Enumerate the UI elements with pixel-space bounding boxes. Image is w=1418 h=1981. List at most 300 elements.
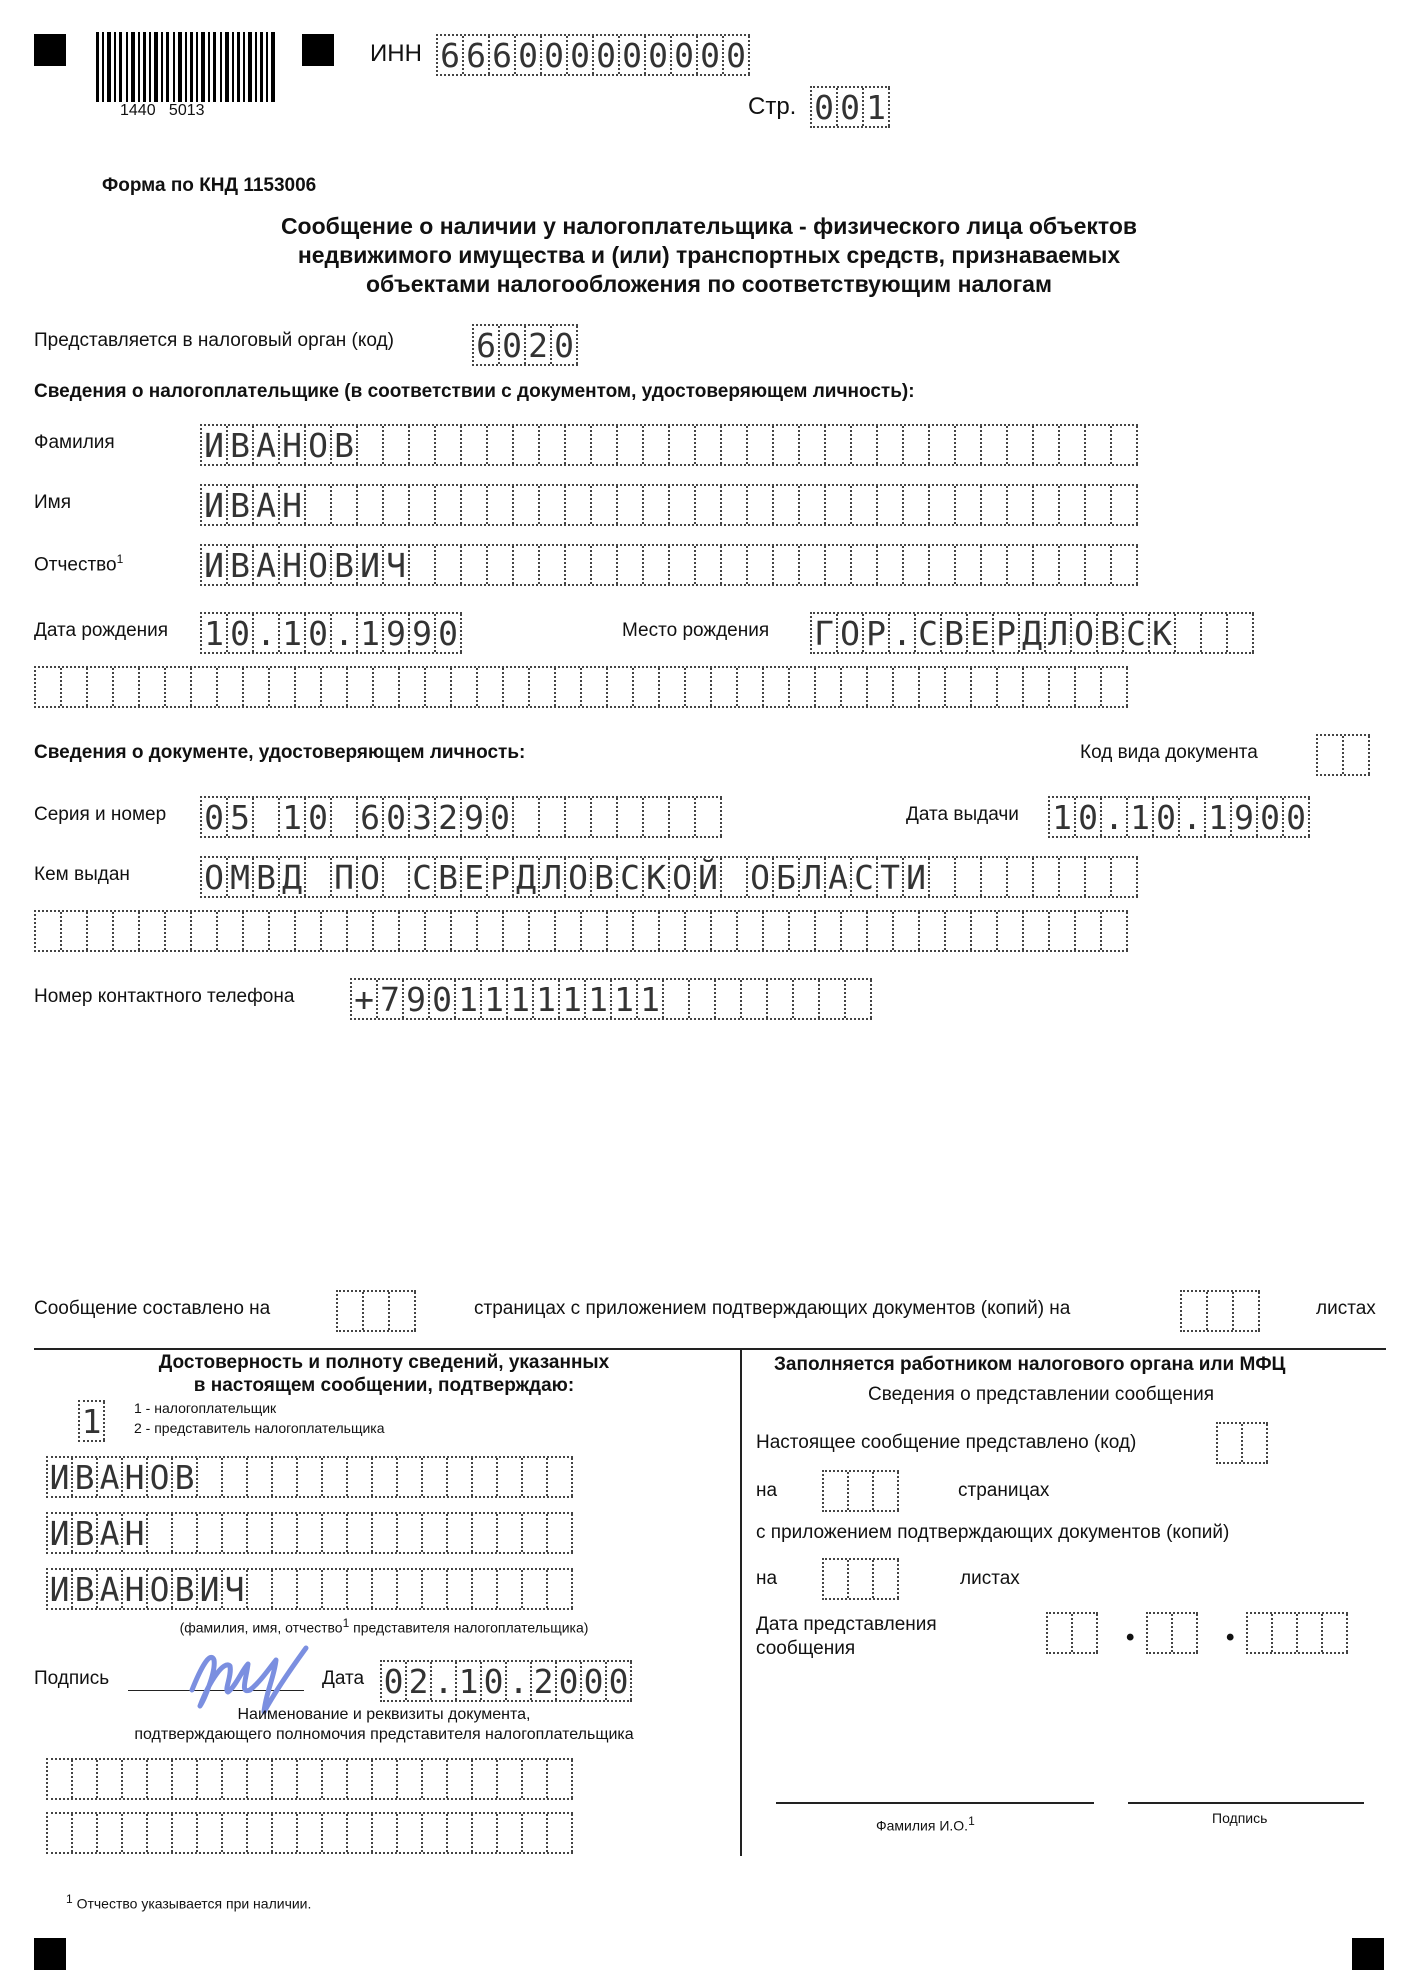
char-cell[interactable]: [982, 858, 1008, 896]
char-cell[interactable]: [868, 668, 894, 706]
char-cell[interactable]: [1112, 426, 1138, 464]
char-cell[interactable]: [566, 798, 592, 836]
birth-place-cells-1[interactable]: [810, 612, 1254, 654]
char-cell[interactable]: [1148, 1614, 1173, 1652]
char-cell[interactable]: [248, 1458, 273, 1496]
char-cell[interactable]: [1034, 858, 1060, 896]
char-cell[interactable]: 0: [228, 614, 254, 652]
char-cell[interactable]: 3: [410, 798, 436, 836]
char-cell[interactable]: 9: [404, 980, 430, 1018]
char-cell[interactable]: А: [98, 1570, 123, 1608]
char-cell[interactable]: [738, 668, 764, 706]
char-cell[interactable]: [982, 546, 1008, 584]
char-cell[interactable]: [556, 668, 582, 706]
char-cell[interactable]: [868, 912, 894, 950]
char-cell[interactable]: Р: [994, 614, 1020, 652]
char-cell[interactable]: [904, 546, 930, 584]
char-cell[interactable]: А: [98, 1514, 123, 1552]
char-cell[interactable]: [582, 912, 608, 950]
char-cell[interactable]: [664, 980, 690, 1018]
char-cell[interactable]: Д: [1020, 614, 1046, 652]
char-cell[interactable]: [273, 1514, 298, 1552]
char-cell[interactable]: [373, 1814, 398, 1852]
char-cell[interactable]: .: [332, 614, 358, 652]
char-cell[interactable]: [946, 912, 972, 950]
char-cell[interactable]: [398, 1814, 423, 1852]
char-cell[interactable]: [248, 1570, 273, 1608]
char-cell[interactable]: [273, 1458, 298, 1496]
char-cell[interactable]: [566, 426, 592, 464]
char-cell[interactable]: 1: [457, 1662, 482, 1700]
char-cell[interactable]: В: [73, 1514, 98, 1552]
char-cell[interactable]: [348, 1570, 373, 1608]
char-cell[interactable]: [540, 546, 566, 584]
char-cell[interactable]: [306, 486, 332, 524]
char-cell[interactable]: [618, 426, 644, 464]
char-cell[interactable]: [358, 426, 384, 464]
char-cell[interactable]: Н: [123, 1458, 148, 1496]
char-cell[interactable]: [148, 1760, 173, 1798]
char-cell[interactable]: [946, 668, 972, 706]
char-cell[interactable]: [192, 668, 218, 706]
char-cell[interactable]: И: [202, 426, 228, 464]
char-cell[interactable]: [1073, 1614, 1098, 1652]
char-cell[interactable]: [742, 980, 768, 1018]
char-cell[interactable]: [878, 546, 904, 584]
char-cell[interactable]: [1102, 668, 1128, 706]
office-pages-cells[interactable]: [822, 1470, 899, 1512]
char-cell[interactable]: [878, 426, 904, 464]
char-cell[interactable]: 1: [1128, 798, 1154, 836]
char-cell[interactable]: И: [202, 546, 228, 584]
char-cell[interactable]: [114, 668, 140, 706]
char-cell[interactable]: [473, 1570, 498, 1608]
char-cell[interactable]: [504, 668, 530, 706]
char-cell[interactable]: Р: [864, 614, 890, 652]
char-cell[interactable]: [88, 912, 114, 950]
char-cell[interactable]: О: [306, 426, 332, 464]
char-cell[interactable]: [566, 486, 592, 524]
char-cell[interactable]: [608, 912, 634, 950]
char-cell[interactable]: [423, 1814, 448, 1852]
char-cell[interactable]: [790, 912, 816, 950]
sheets-count-cells[interactable]: [1180, 1290, 1260, 1332]
surname-cells[interactable]: [200, 424, 1138, 466]
char-cell[interactable]: К: [1150, 614, 1176, 652]
confirm-name-cells[interactable]: [46, 1512, 573, 1554]
char-cell[interactable]: П: [332, 858, 358, 896]
char-cell[interactable]: [223, 1760, 248, 1798]
char-cell[interactable]: [722, 486, 748, 524]
char-cell[interactable]: [448, 1514, 473, 1552]
char-cell[interactable]: [114, 912, 140, 950]
tax-office-cells[interactable]: [472, 324, 578, 366]
char-cell[interactable]: [62, 912, 88, 950]
char-cell[interactable]: И: [48, 1458, 73, 1496]
char-cell[interactable]: [894, 668, 920, 706]
char-cell[interactable]: [540, 486, 566, 524]
char-cell[interactable]: [514, 486, 540, 524]
char-cell[interactable]: [398, 1570, 423, 1608]
char-cell[interactable]: [473, 1514, 498, 1552]
char-cell[interactable]: 0: [382, 1662, 407, 1700]
char-cell[interactable]: [390, 1292, 416, 1330]
char-cell[interactable]: [514, 798, 540, 836]
char-cell[interactable]: [498, 1760, 523, 1798]
char-cell[interactable]: [768, 980, 794, 1018]
char-cell[interactable]: В: [228, 546, 254, 584]
char-cell[interactable]: В: [173, 1458, 198, 1496]
char-cell[interactable]: [270, 668, 296, 706]
char-cell[interactable]: [1176, 614, 1202, 652]
char-cell[interactable]: Л: [540, 858, 566, 896]
char-cell[interactable]: [452, 668, 478, 706]
char-cell[interactable]: Д: [280, 858, 306, 896]
char-cell[interactable]: [62, 668, 88, 706]
char-cell[interactable]: [696, 486, 722, 524]
char-cell[interactable]: [1034, 486, 1060, 524]
char-cell[interactable]: [998, 912, 1024, 950]
char-cell[interactable]: К: [644, 858, 670, 896]
char-cell[interactable]: Б: [774, 858, 800, 896]
char-cell[interactable]: Ч: [223, 1570, 248, 1608]
char-cell[interactable]: 0: [384, 798, 410, 836]
char-cell[interactable]: [874, 1472, 899, 1510]
char-cell[interactable]: 1: [1206, 798, 1232, 836]
char-cell[interactable]: [498, 1814, 523, 1852]
char-cell[interactable]: 9: [384, 614, 410, 652]
char-cell[interactable]: [790, 668, 816, 706]
char-cell[interactable]: [582, 668, 608, 706]
char-cell[interactable]: [1008, 546, 1034, 584]
char-cell[interactable]: Д: [514, 858, 540, 896]
char-cell[interactable]: В: [228, 426, 254, 464]
char-cell[interactable]: В: [173, 1570, 198, 1608]
char-cell[interactable]: [322, 668, 348, 706]
char-cell[interactable]: 0: [1258, 798, 1284, 836]
char-cell[interactable]: [273, 1760, 298, 1798]
char-cell[interactable]: 0: [306, 614, 332, 652]
char-cell[interactable]: [223, 1814, 248, 1852]
char-cell[interactable]: [716, 980, 742, 1018]
char-cell[interactable]: О: [148, 1570, 173, 1608]
char-cell[interactable]: [473, 1814, 498, 1852]
char-cell[interactable]: [1050, 668, 1076, 706]
char-cell[interactable]: [540, 426, 566, 464]
char-cell[interactable]: [348, 912, 374, 950]
char-cell[interactable]: [348, 1760, 373, 1798]
char-cell[interactable]: [48, 1814, 73, 1852]
char-cell[interactable]: [198, 1760, 223, 1798]
birth-place-cells-2[interactable]: [34, 666, 1128, 708]
char-cell[interactable]: 1: [612, 980, 638, 1018]
char-cell[interactable]: [248, 1514, 273, 1552]
char-cell[interactable]: [1024, 668, 1050, 706]
char-cell[interactable]: [660, 912, 686, 950]
char-cell[interactable]: [332, 486, 358, 524]
char-cell[interactable]: 2: [532, 1662, 557, 1700]
char-cell[interactable]: О: [566, 858, 592, 896]
char-cell[interactable]: [523, 1570, 548, 1608]
char-cell[interactable]: [592, 798, 618, 836]
char-cell[interactable]: В: [332, 546, 358, 584]
char-cell[interactable]: Е: [968, 614, 994, 652]
char-cell[interactable]: [1182, 1292, 1208, 1330]
char-cell[interactable]: [436, 486, 462, 524]
char-cell[interactable]: [1076, 912, 1102, 950]
char-cell[interactable]: [530, 668, 556, 706]
char-cell[interactable]: [748, 546, 774, 584]
char-cell[interactable]: О: [670, 858, 696, 896]
name-cells[interactable]: [200, 484, 1138, 526]
char-cell[interactable]: [173, 1760, 198, 1798]
char-cell[interactable]: [140, 912, 166, 950]
char-cell[interactable]: [1086, 486, 1112, 524]
char-cell[interactable]: [1243, 1424, 1268, 1462]
char-cell[interactable]: [473, 1760, 498, 1798]
char-cell[interactable]: [373, 1514, 398, 1552]
char-cell[interactable]: [982, 486, 1008, 524]
char-cell[interactable]: [800, 546, 826, 584]
char-cell[interactable]: [774, 486, 800, 524]
confirm-patronymic-cells[interactable]: [46, 1568, 573, 1610]
char-cell[interactable]: [323, 1570, 348, 1608]
char-cell[interactable]: [423, 1514, 448, 1552]
char-cell[interactable]: [548, 1814, 573, 1852]
char-cell[interactable]: [670, 546, 696, 584]
char-cell[interactable]: [273, 1570, 298, 1608]
char-cell[interactable]: [323, 1514, 348, 1552]
char-cell[interactable]: [712, 912, 738, 950]
char-cell[interactable]: [462, 486, 488, 524]
char-cell[interactable]: [930, 486, 956, 524]
char-cell[interactable]: [1102, 912, 1128, 950]
char-cell[interactable]: [400, 912, 426, 950]
char-cell[interactable]: [644, 486, 670, 524]
char-cell[interactable]: Н: [280, 486, 306, 524]
char-cell[interactable]: [478, 668, 504, 706]
char-cell[interactable]: [608, 668, 634, 706]
char-cell[interactable]: [592, 486, 618, 524]
char-cell[interactable]: [1248, 1614, 1273, 1652]
char-cell[interactable]: 1: [1050, 798, 1076, 836]
char-cell[interactable]: [373, 1570, 398, 1608]
office-date-year-cells[interactable]: [1246, 1612, 1348, 1654]
char-cell[interactable]: 0: [436, 614, 462, 652]
char-cell[interactable]: [842, 912, 868, 950]
char-cell[interactable]: [592, 426, 618, 464]
char-cell[interactable]: [398, 1760, 423, 1798]
char-cell[interactable]: [738, 912, 764, 950]
char-cell[interactable]: [852, 426, 878, 464]
char-cell[interactable]: [548, 1514, 573, 1552]
char-cell[interactable]: [98, 1814, 123, 1852]
char-cell[interactable]: [800, 486, 826, 524]
char-cell[interactable]: [423, 1458, 448, 1496]
char-cell[interactable]: [423, 1760, 448, 1798]
birth-date-cells[interactable]: [200, 612, 462, 654]
char-cell[interactable]: [1228, 614, 1254, 652]
char-cell[interactable]: [1060, 486, 1086, 524]
series-cells[interactable]: [200, 796, 722, 838]
char-cell[interactable]: [644, 546, 670, 584]
char-cell[interactable]: .: [1102, 798, 1128, 836]
char-cell[interactable]: В: [1098, 614, 1124, 652]
char-cell[interactable]: [198, 1458, 223, 1496]
char-cell[interactable]: 0: [306, 798, 332, 836]
char-cell[interactable]: [48, 1760, 73, 1798]
char-cell[interactable]: [1060, 858, 1086, 896]
char-cell[interactable]: [849, 1472, 874, 1510]
char-cell[interactable]: [296, 668, 322, 706]
char-cell[interactable]: [696, 798, 722, 836]
char-cell[interactable]: [852, 546, 878, 584]
char-cell[interactable]: [956, 858, 982, 896]
phone-cells[interactable]: [350, 978, 872, 1020]
char-cell[interactable]: А: [826, 858, 852, 896]
char-cell[interactable]: [686, 668, 712, 706]
char-cell[interactable]: [618, 798, 644, 836]
authority-doc-cells-1[interactable]: [46, 1758, 573, 1800]
confirm-type-cell[interactable]: [78, 1400, 105, 1442]
char-cell[interactable]: В: [73, 1458, 98, 1496]
char-cell[interactable]: 1: [586, 980, 612, 1018]
char-cell[interactable]: [166, 668, 192, 706]
char-cell[interactable]: [192, 912, 218, 950]
char-cell[interactable]: [842, 668, 868, 706]
char-cell[interactable]: [998, 668, 1024, 706]
char-cell[interactable]: 0: [582, 1662, 607, 1700]
char-cell[interactable]: [198, 1514, 223, 1552]
char-cell[interactable]: [338, 1292, 364, 1330]
char-cell[interactable]: О: [202, 858, 228, 896]
char-cell[interactable]: 1: [456, 980, 482, 1018]
char-cell[interactable]: 2: [526, 326, 552, 364]
char-cell[interactable]: [498, 1514, 523, 1552]
char-cell[interactable]: [488, 546, 514, 584]
char-cell[interactable]: 1: [560, 980, 586, 1018]
char-cell[interactable]: [800, 426, 826, 464]
char-cell[interactable]: [348, 1514, 373, 1552]
char-cell[interactable]: 2: [407, 1662, 432, 1700]
char-cell[interactable]: [148, 1814, 173, 1852]
char-cell[interactable]: А: [254, 546, 280, 584]
char-cell[interactable]: [548, 1760, 573, 1798]
char-cell[interactable]: 9: [410, 614, 436, 652]
char-cell[interactable]: В: [228, 486, 254, 524]
char-cell[interactable]: [514, 426, 540, 464]
char-cell[interactable]: М: [228, 858, 254, 896]
char-cell[interactable]: [373, 1760, 398, 1798]
char-cell[interactable]: [488, 426, 514, 464]
char-cell[interactable]: [1008, 426, 1034, 464]
char-cell[interactable]: [1034, 546, 1060, 584]
char-cell[interactable]: [820, 980, 846, 1018]
char-cell[interactable]: [332, 798, 358, 836]
char-cell[interactable]: [374, 912, 400, 950]
char-cell[interactable]: [930, 858, 956, 896]
char-cell[interactable]: [826, 426, 852, 464]
char-cell[interactable]: [436, 426, 462, 464]
char-cell[interactable]: [73, 1760, 98, 1798]
char-cell[interactable]: [398, 1458, 423, 1496]
char-cell[interactable]: [448, 1570, 473, 1608]
char-cell[interactable]: [644, 426, 670, 464]
char-cell[interactable]: [198, 1814, 223, 1852]
char-cell[interactable]: [504, 912, 530, 950]
char-cell[interactable]: [462, 546, 488, 584]
char-cell[interactable]: [218, 912, 244, 950]
char-cell[interactable]: [1208, 1292, 1234, 1330]
char-cell[interactable]: [254, 798, 280, 836]
char-cell[interactable]: [448, 1458, 473, 1496]
char-cell[interactable]: О: [838, 614, 864, 652]
char-cell[interactable]: [982, 426, 1008, 464]
char-cell[interactable]: [824, 1472, 849, 1510]
char-cell[interactable]: 5: [228, 798, 254, 836]
char-cell[interactable]: [358, 486, 384, 524]
char-cell[interactable]: В: [254, 858, 280, 896]
char-cell[interactable]: [473, 1458, 498, 1496]
char-cell[interactable]: 1: [202, 614, 228, 652]
char-cell[interactable]: [1234, 1292, 1260, 1330]
char-cell[interactable]: 1: [638, 980, 664, 1018]
char-cell[interactable]: [972, 668, 998, 706]
char-cell[interactable]: В: [942, 614, 968, 652]
char-cell[interactable]: [956, 546, 982, 584]
char-cell[interactable]: [660, 668, 686, 706]
authority-doc-cells-2[interactable]: [46, 1812, 573, 1854]
char-cell[interactable]: [400, 668, 426, 706]
char-cell[interactable]: [540, 798, 566, 836]
char-cell[interactable]: [374, 668, 400, 706]
char-cell[interactable]: [1112, 486, 1138, 524]
patronymic-cells[interactable]: [200, 544, 1138, 586]
char-cell[interactable]: [1024, 912, 1050, 950]
char-cell[interactable]: Н: [280, 426, 306, 464]
char-cell[interactable]: Л: [1046, 614, 1072, 652]
char-cell[interactable]: А: [254, 486, 280, 524]
char-cell[interactable]: [410, 546, 436, 584]
char-cell[interactable]: [1298, 1614, 1323, 1652]
char-cell[interactable]: [523, 1814, 548, 1852]
char-cell[interactable]: [88, 668, 114, 706]
confirm-surname-cells[interactable]: [46, 1456, 573, 1498]
char-cell[interactable]: [930, 426, 956, 464]
char-cell[interactable]: [248, 1814, 273, 1852]
char-cell[interactable]: [322, 912, 348, 950]
char-cell[interactable]: О: [306, 546, 332, 584]
char-cell[interactable]: 1: [280, 798, 306, 836]
char-cell[interactable]: [298, 1814, 323, 1852]
char-cell[interactable]: [448, 1760, 473, 1798]
char-cell[interactable]: [1086, 546, 1112, 584]
char-cell[interactable]: 0: [1076, 798, 1102, 836]
char-cell[interactable]: +: [352, 980, 378, 1018]
char-cell[interactable]: [498, 1458, 523, 1496]
char-cell[interactable]: [384, 858, 410, 896]
char-cell[interactable]: [904, 486, 930, 524]
char-cell[interactable]: [384, 486, 410, 524]
char-cell[interactable]: 9: [1232, 798, 1258, 836]
char-cell[interactable]: [644, 798, 670, 836]
char-cell[interactable]: И: [358, 546, 384, 584]
char-cell[interactable]: [874, 1560, 899, 1598]
char-cell[interactable]: [774, 426, 800, 464]
char-cell[interactable]: А: [254, 426, 280, 464]
confirm-date-cells[interactable]: [380, 1660, 632, 1702]
char-cell[interactable]: [920, 912, 946, 950]
